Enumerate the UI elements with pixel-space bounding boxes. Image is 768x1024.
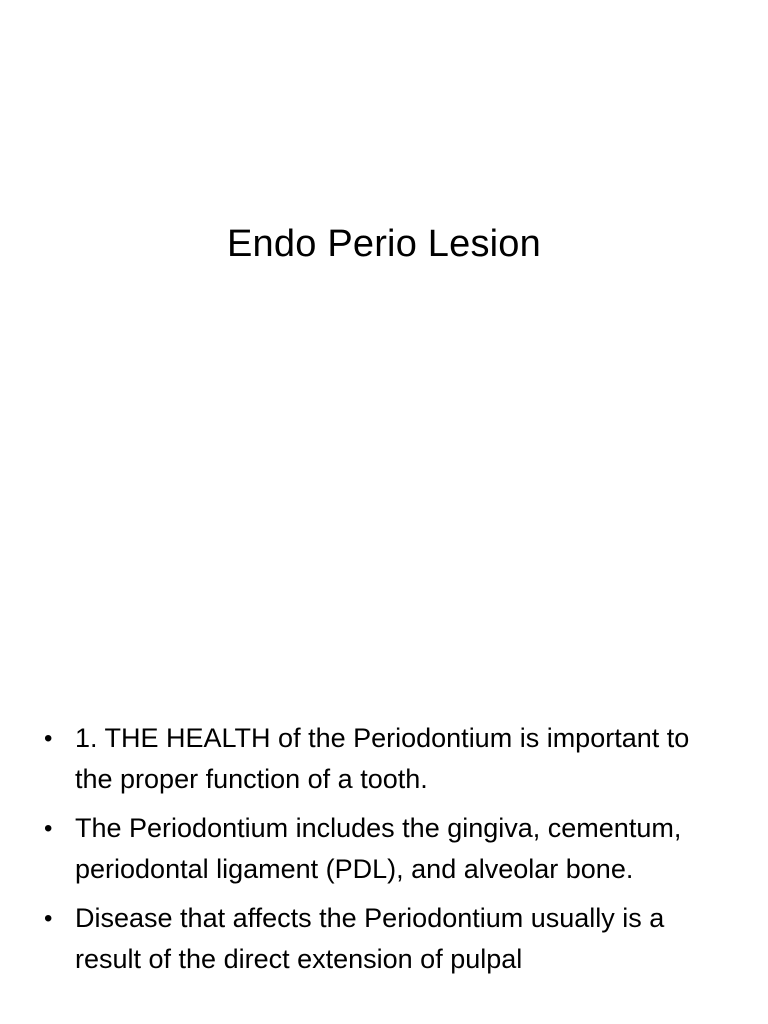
slide-title: Endo Perio Lesion [227, 223, 541, 265]
bullet-list [0, 718, 768, 988]
bullet-icon: • [44, 815, 53, 842]
bullet-icon: • [44, 905, 53, 932]
bullet-item [0, 898, 768, 980]
bullet-text: The Periodontium includes the gingiva, cementum, periodontal ligament (PDL), and alveolar bone. [75, 813, 682, 884]
bullet-text: Disease that affects the Periodontium usually is a result of the direct extension of pulpal [75, 903, 665, 974]
bullet-item [0, 808, 768, 890]
bullet-text: 1. THE HEALTH of the Periodontium is important to the proper function of a tooth. [75, 723, 690, 794]
bullet-icon: • [44, 725, 53, 752]
bullet-item [0, 718, 768, 800]
